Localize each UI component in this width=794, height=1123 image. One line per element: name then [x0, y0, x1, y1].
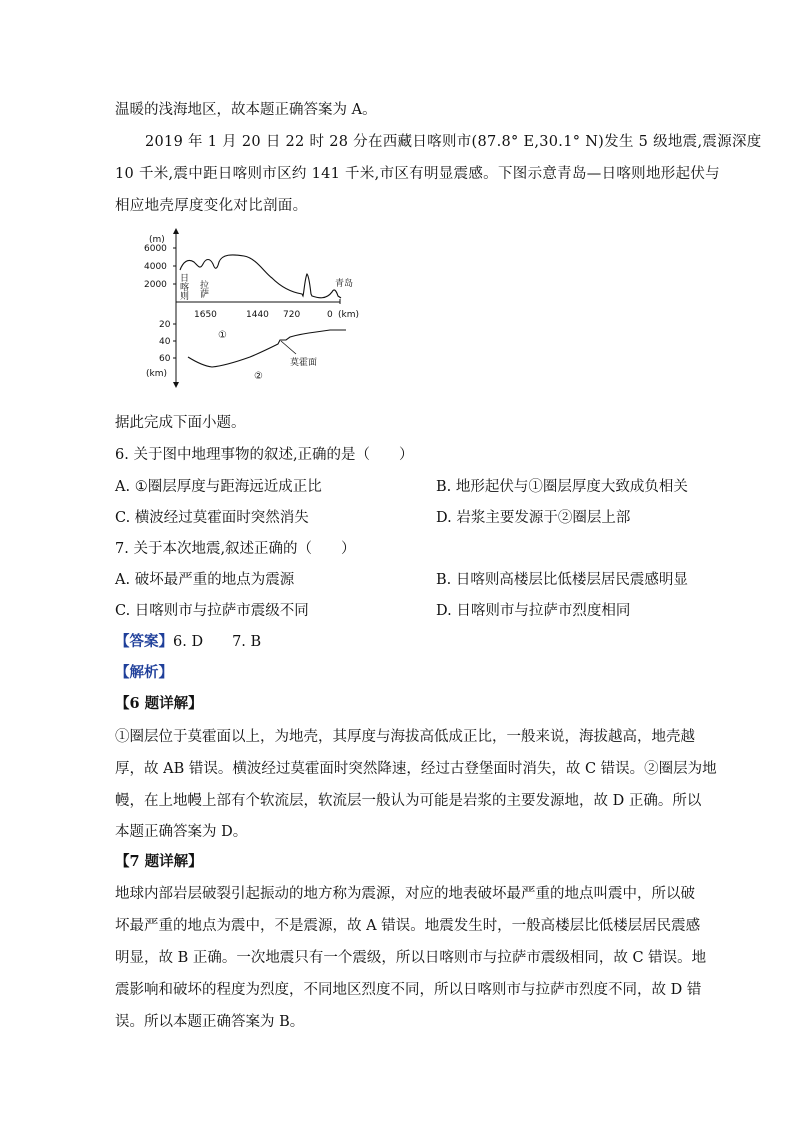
depth-tick-20: 20: [159, 320, 171, 330]
moho-boundary-line: [188, 330, 346, 367]
after-figure-text: 据此完成下面小题。: [115, 415, 246, 431]
city-rikaze-char-1: 日: [180, 274, 190, 284]
distance-unit: (km): [338, 310, 360, 320]
intro-line: 温暖的浅海地区，故本题正确答案为 A。: [115, 102, 377, 118]
q6-detail-tag: 【6 题详解】: [115, 695, 203, 712]
q7-option-a[interactable]: A. 破坏最严重的地点为震源: [115, 572, 295, 588]
q6-option-a[interactable]: A. ①圈层厚度与距海远近成正比: [115, 479, 322, 495]
passage-line-3: 相应地壳厚度变化对比剖面。: [115, 198, 308, 214]
answer-tag: 【答案】: [115, 633, 173, 650]
moho-label: 莫霍面: [290, 358, 318, 368]
distance-tick-720: 720: [283, 310, 301, 320]
depth-tick-60: 60: [159, 354, 171, 364]
top-tick-6000: 6000: [144, 244, 167, 254]
q6-option-b[interactable]: B. 地形起伏与①圈层厚度大致成负相关: [436, 479, 688, 495]
city-rikaze-char-3: 则: [180, 292, 190, 302]
q7-detail-heading: [115, 852, 203, 872]
distance-tick-1440: 1440: [246, 310, 269, 320]
q7-detail-tag: 【7 题详解】: [115, 853, 203, 870]
city-qingdao-char-2: 岛: [344, 279, 354, 289]
q6-option-d[interactable]: D. 岩浆主要发源于②圈层上部: [436, 510, 631, 526]
answer-text: 6. D 7. B: [173, 634, 262, 650]
top-tick-2000: 2000: [144, 280, 167, 290]
answer-row: [115, 632, 261, 652]
depth-axis-unit: (km): [146, 369, 168, 379]
distance-tick-1650: 1650: [194, 310, 217, 320]
q7-detail-line-2: 坏最严重的地点为震中，不是震源，故 A 错误。地震发生时，一般高楼层比低楼层居民震感: [115, 918, 701, 934]
distance-tick-0: 0: [327, 310, 333, 320]
passage-line-1: 2019 年 1 月 20 日 22 时 28 分在西藏日喀则市(87.8° E,30.1° N)发生 5 级地震,震源深度: [145, 134, 762, 150]
q7-option-d[interactable]: D. 日喀则市与拉萨市烈度相同: [436, 603, 631, 619]
top-tick-4000: 4000: [144, 262, 167, 272]
city-lasa-char-2: 萨: [200, 290, 210, 300]
q7-option-c[interactable]: C. 日喀则市与拉萨市震级不同: [115, 603, 309, 619]
analysis-tag: 【解析】: [115, 664, 173, 681]
city-lasa-char-1: 拉: [200, 281, 210, 291]
profile-figure: [140, 226, 360, 390]
layer-1-marker: ①: [218, 330, 227, 341]
q7-stem: 7. 关于本次地震,叙述正确的（ ）: [115, 541, 356, 557]
q6-detail-line-2: 厚，故 AB 错误。横波经过莫霍面时突然降速，经过古登堡面时消失，故 C 错误。②圈层为地: [115, 761, 717, 777]
analysis-row: [115, 663, 173, 683]
city-rikaze-char-2: 喀: [180, 283, 190, 293]
city-qingdao-char-1: 青: [335, 279, 345, 289]
q7-detail-line-4: 震影响和破坏的程度为烈度，不同地区烈度不同，所以日喀则市与拉萨市烈度不同，故 D 错: [115, 982, 702, 998]
q6-option-c[interactable]: C. 横波经过莫霍面时突然消失: [115, 510, 309, 526]
depth-tick-40: 40: [159, 337, 171, 347]
top-axis-unit: (m): [149, 235, 165, 245]
q7-detail-line-3: 明显，故 B 正确。一次地震只有一个震级，所以日喀则市与拉萨市震级相同，故 C 错误。地: [115, 950, 707, 966]
q6-detail-line-1: ①圈层位于莫霍面以上，为地壳，其厚度与海拔高低成正比，一般来说，海拔越高，地壳越: [115, 729, 695, 745]
q7-detail-line-5: 误。所以本题正确答案为 B。: [115, 1014, 305, 1030]
q7-option-b[interactable]: B. 日喀则高楼层比低楼层居民震感明显: [436, 572, 688, 588]
q6-detail-heading: [115, 694, 203, 714]
q6-stem: 6. 关于图中地理事物的叙述,正确的是（ ）: [115, 447, 414, 463]
q6-detail-line-4: 本题正确答案为 D。: [115, 824, 248, 840]
passage-line-2: 10 千米,震中距日喀则市区约 141 千米,市区有明显震感。下图示意青岛—日喀则地形起伏与: [115, 166, 720, 182]
q7-detail-line-1: 地球内部岩层破裂引起振动的地方称为震源，对应的地表破坏最严重的地点叫震中，所以破: [115, 886, 695, 902]
layer-2-marker: ②: [254, 371, 263, 382]
q6-detail-line-3: 幔，在上地幔上部有个软流层，软流层一般认为可能是岩浆的主要发源地，故 D 正确。所以: [115, 793, 702, 809]
